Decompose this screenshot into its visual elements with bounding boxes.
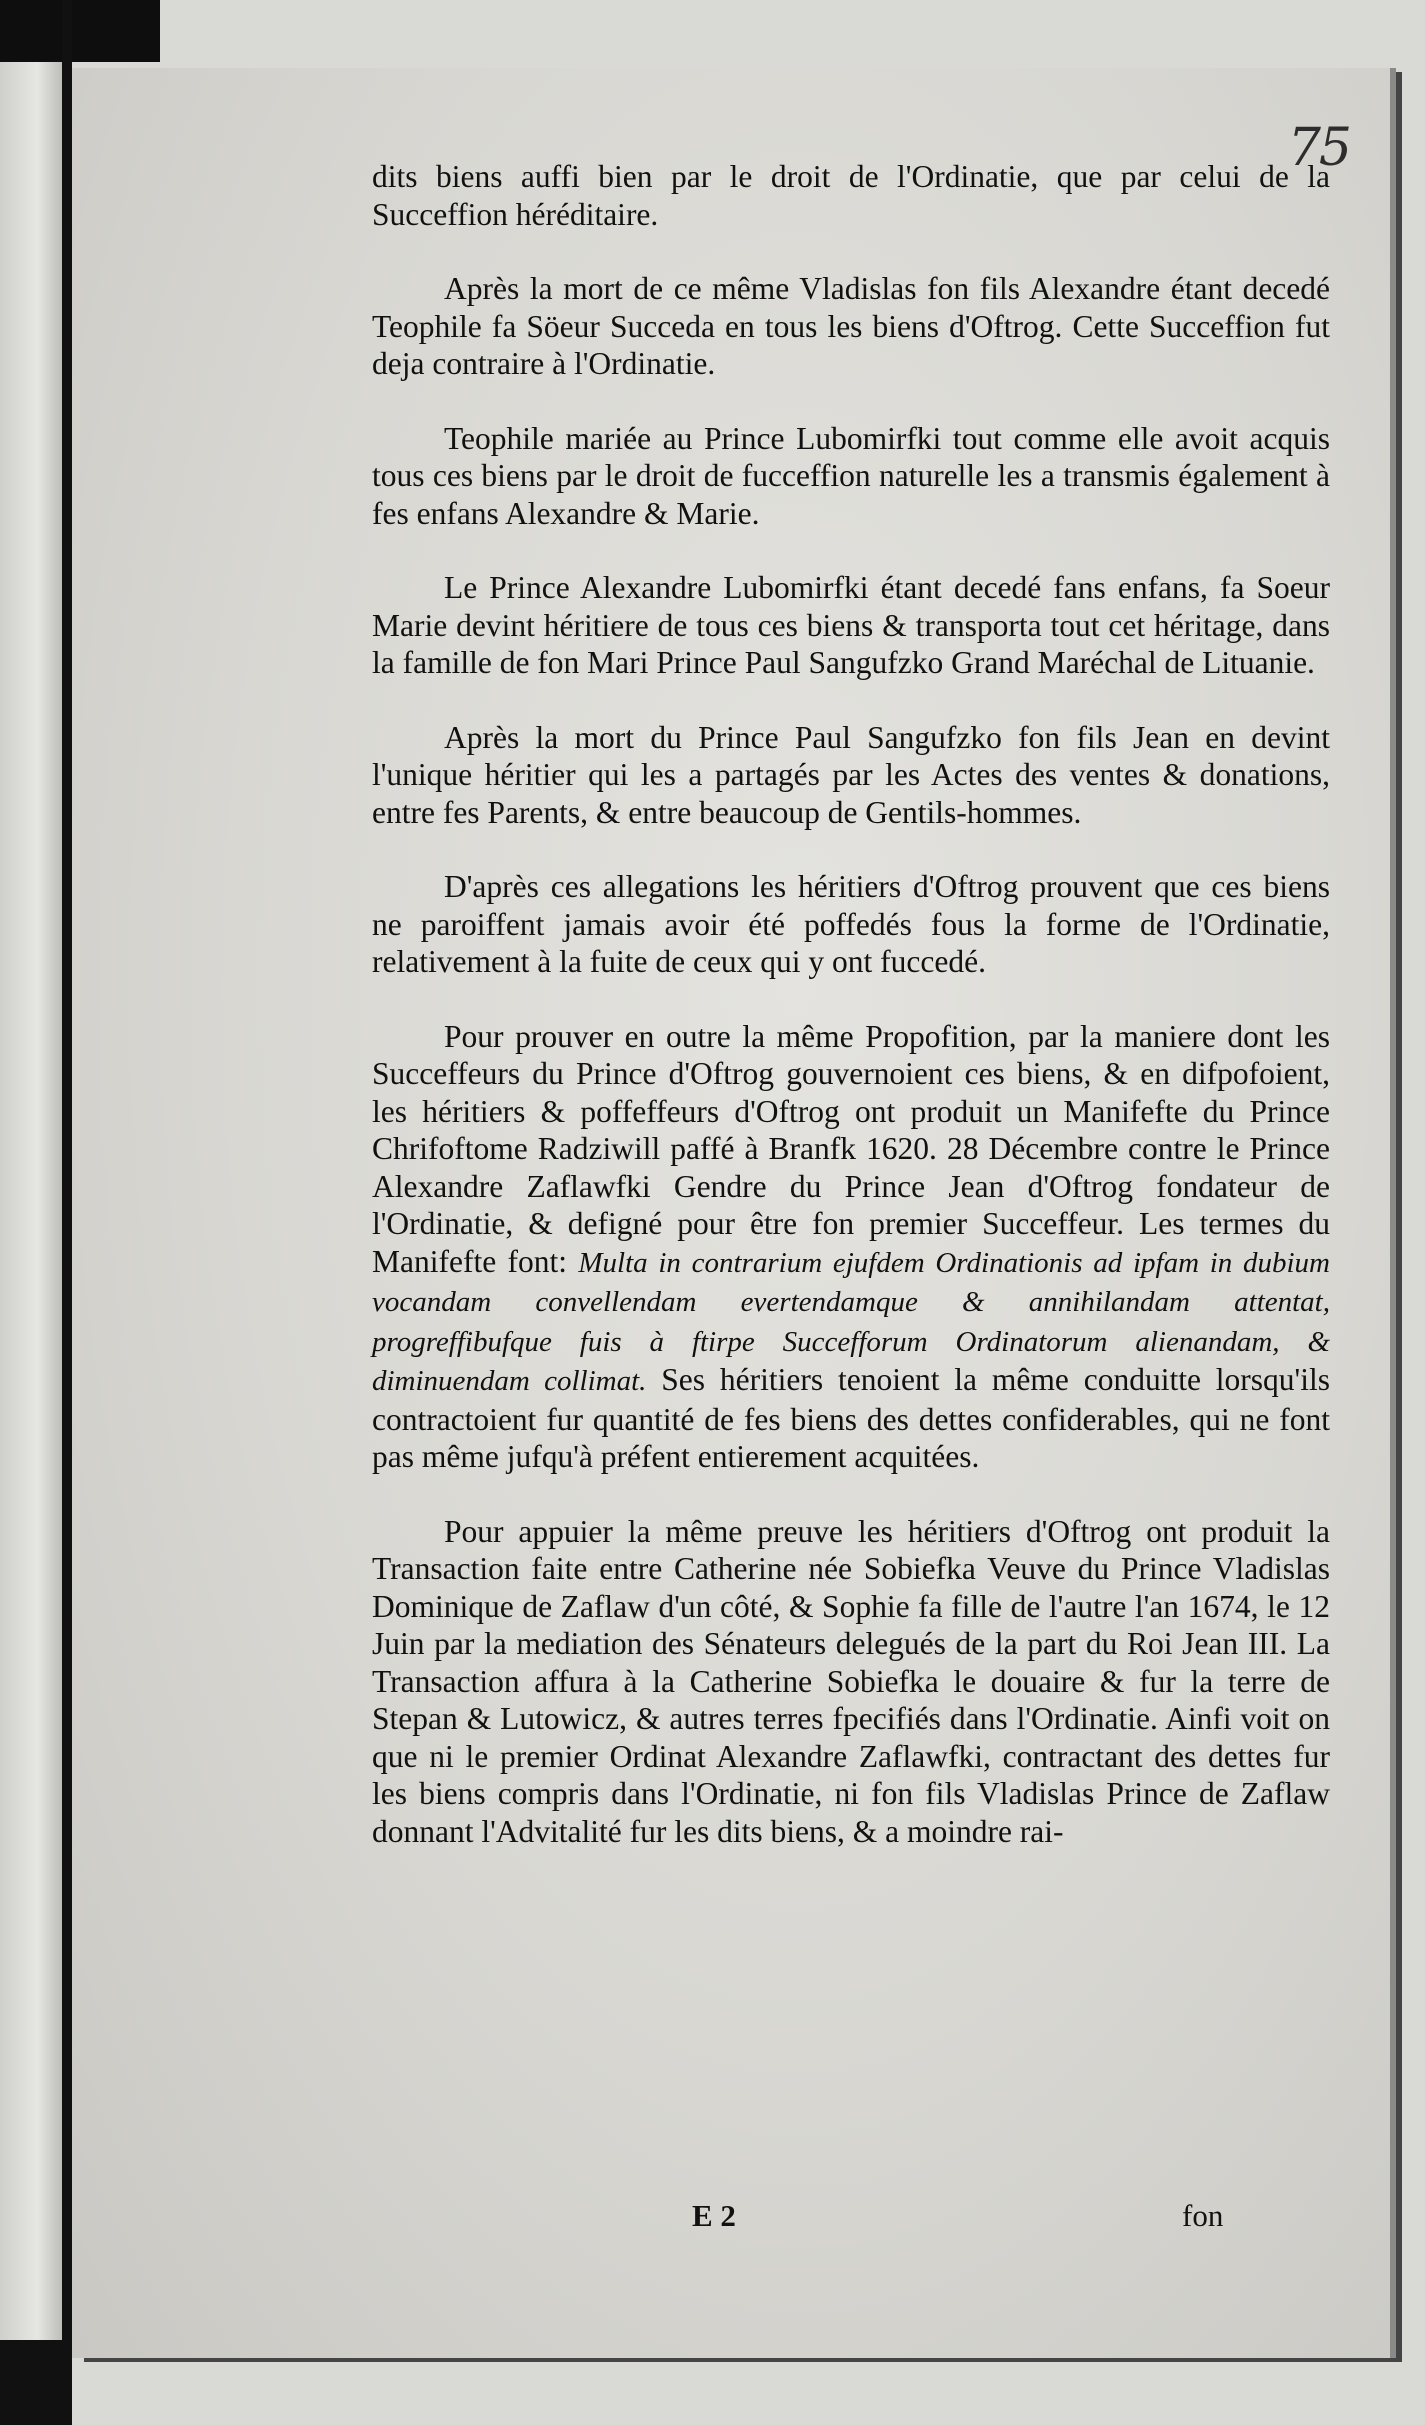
paragraph: D'après ces allegations les héritiers d'Oftrog prouvent que ces biens ne paroiffent jamais avoir été poffedés fous la forme de l'Ordinatie, relativement à la fuite de ceux qui y ont fuccedé. (372, 869, 1330, 979)
paragraph: Pour appuier la même preuve les héritiers d'Oftrog ont produit la Transaction faite entre Catherine née Sobiefka Veuve du Prince Vladislas Dominique de Zaflaw d'un côté, & Sophie fa fille de l'autre l'an 1674, le 12 Juin par la mediation des Sénateurs delegués de la part du Roi Jean III. La Transaction affura à la Catherine Sobiefka le douaire & fur la terre de Stepan & Lutowicz, & autres terres fpecifiés dans l'Ordinatie. Ainfi voit on que ni le premier Ordinat Alexandre Zaflawfki, contractant des dettes fur les biens compris dans l'Ordinatie, ni fon fils Vladislas Prince de Zaflaw donnant l'Advitalité fur les dits biens, & a moindre rai- (372, 1513, 1330, 1849)
paragraph: Après la mort de ce même Vladislas fon fils Alexandre étant decedé Teophile fa Söeur Succeda en tous les biens d'Oftrog. Cette Succeffion fut deja contraire à l'Ordinatie. (372, 271, 1330, 381)
paragraph: Après la mort du Prince Paul Sangufzko fon fils Jean en devint l'unique héritier qui les a partagés par les Actes des ventes & donations, entre fes Parents, & entre beaucoup de Gentils-hommes. (372, 719, 1330, 830)
paragraph-text: Pour prouver en outre la même Propofition, par la maniere dont les Succeffeurs du Prince d'Oftrog gouvernoient ces biens, & en difpofoient, les héritiers & poffeffeurs d'Oftrog ont produit un Manifefte du Prince Chrifoftome Radziwill paffé à Branfk 1620. 28 Décembre contre le Prince Alexandre Zaflawfki Gendre du Prince Jean d'Oftrog fondateur de l'Ordinatie, & defigné pour être fon premier Succeffeur. Les termes du Manifefte font: (372, 1018, 1330, 1279)
paragraph: Le Prince Alexandre Lubomirfki étant decedé fans enfans, fa Soeur Marie devint héritiere de tous ces biens & transporta tout cet héritage, dans la famille de fon Mari Prince Paul Sangufzko Grand Maréchal de Lituanie. (372, 570, 1330, 680)
signature-mark: E 2 (692, 2198, 736, 2233)
scan-border-bottom (0, 2340, 70, 2425)
paragraph (372, 1018, 1330, 1476)
body-text (372, 158, 1330, 1887)
facing-page-edge (0, 0, 62, 2425)
latin-quotation: Multa in contrarium ejufdem Ordinationis ad ipfam in dubium vocandam convellendam evertendamque & annihilandam attentat, progreffibufque fuis à ftirpe Succefforum Ordinatorum alienandam, & diminuendam collimat. (372, 1246, 1330, 1397)
catchword: fon (1182, 2198, 1224, 2233)
book-spine (62, 0, 72, 2425)
paragraph-text: Ses héritiers tenoient la même conduitte lorsqu'ils contractoient fur quantité de fes biens des dettes confiderables, qui ne font pas même jufqu'à préfent entierement acquitées. (372, 1362, 1330, 1474)
paragraph: dits biens auffi bien par le droit de l'Ordinatie, que par celui de la Succeffion héréditaire. (372, 159, 1330, 232)
folio-number: 75 (1287, 118, 1350, 178)
scan-border-top (0, 0, 160, 62)
document-page (72, 68, 1390, 2358)
paragraph: Teophile mariée au Prince Lubomirfki tout comme elle avoit acquis tous ces biens par le droit de fucceffion naturelle les a transmis également à fes enfans Alexandre & Marie. (372, 420, 1330, 531)
